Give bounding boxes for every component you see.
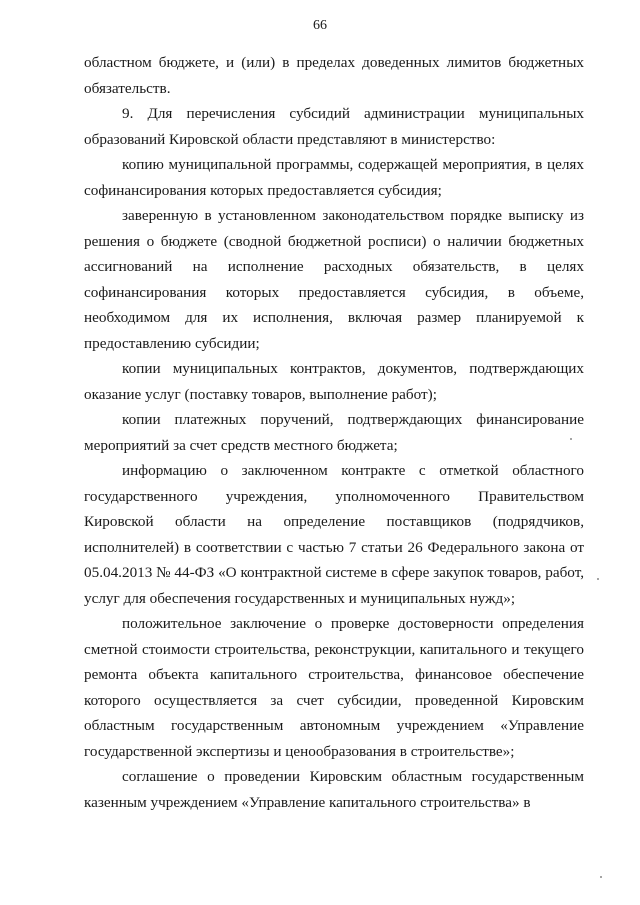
paragraph-program-copy: копию муниципальной программы, содержащей мероприятия, в целях софинансирования которых предоставляется субсидия;	[84, 156, 584, 199]
paragraph-item-9: 9. Для перечисления субсидий администрации муниципальных образований Кировской области представляют в министерство:	[84, 105, 584, 148]
paragraph-payment-orders: копии платежных поручений, подтверждающих финансирование мероприятий за счет средств местного бюджета;	[84, 411, 584, 454]
paragraph-contract-copies: копии муниципальных контрактов, документов, подтверждающих оказание услуг (поставку товаров, выполнение работ);	[84, 360, 584, 403]
page-number: 66	[313, 18, 327, 33]
paragraph-continuation: областном бюджете, и (или) в пределах доведенных лимитов бюджетных обязательств.	[84, 54, 584, 97]
scan-speck	[597, 578, 599, 580]
document-body	[84, 50, 584, 815]
paragraph-expert-conclusion: положительное заключение о проверке достоверности определения сметной стоимости строительства, реконструкции, капитального и текущего ремонта объекта капитального строительства, финансовое обеспечение которого осуществляется за счет субсидии, проведенной Кировским областным государственным автономным учреждением «Управление государственной экспертизы и ценообразования в строительстве»;	[84, 615, 584, 760]
scan-speck	[570, 438, 572, 440]
paragraph-budget-extract: заверенную в установленном законодательством порядке выписку из решения о бюджете (сводной бюджетной росписи) о наличии бюджетных ассигнований на исполнение расходных обязательств, в целях софинансирования которых предоставляется субсидия, в объеме, необходимом для их исполнения, включая размер планируемой к предоставлению субсидии;	[84, 207, 584, 352]
paragraph-contract-info: информацию о заключенном контракте с отметкой областного государственного учреждения, уполномоченного Правительством Кировской области на определение поставщиков (подрядчиков, исполнителей) в соответствии с частью 7 статьи 26 Федерального закона от 05.04.2013 № 44-ФЗ «О контрактной системе в сфере закупок товаров, работ, услуг для обеспечения государственных и муниципальных нужд»;	[84, 462, 584, 607]
paragraph-agreement: соглашение о проведении Кировским областным государственным казенным учреждением «Управление капитального строительства» в	[84, 768, 584, 811]
scan-speck	[600, 876, 602, 878]
